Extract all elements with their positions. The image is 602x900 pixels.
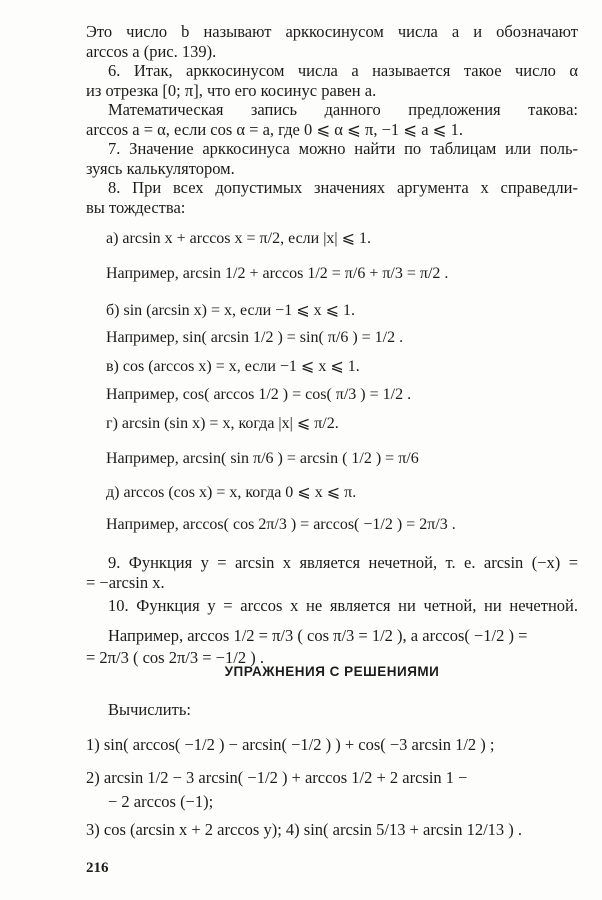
identity-c: в) cos (arccos x) = x, если −1 ⩽ x ⩽ 1.	[106, 358, 360, 375]
example-e: Например, arccos( cos 2π/3 ) = arccos( −1/2 ) = 2π/3 .	[106, 516, 456, 533]
text-line: из отрезка [0; π], что его косинус равен a.	[86, 81, 377, 100]
example-10: Например, arccos 1/2 = π/3 ( cos π/3 = 1/2 ), а arccos( −1/2 ) =	[108, 626, 528, 645]
text-line: = −arcsin x.	[86, 573, 165, 592]
section-heading: УПРАЖНЕНИЯ С РЕШЕНИЯМИ	[224, 664, 440, 679]
task-label: Вычислить:	[108, 700, 191, 719]
example-d: Например, arcsin( sin π/6 ) = arcsin ( 1/2 ) = π/6	[106, 450, 419, 467]
text-line: 6. Итак, арккосинусом числа a называется такое число α	[108, 61, 578, 80]
exercise-2: 2) arcsin 1/2 − 3 arcsin( −1/2 ) + arccos 1/2 + 2 arcsin 1 −	[86, 768, 468, 787]
text-line: Это число b называют арккосинусом числа a и обозначают	[86, 22, 578, 41]
identity-a: а) arcsin x + arccos x = π/2, если |x| ⩽ 1.	[106, 230, 372, 247]
text-line: arccos a (рис. 139).	[86, 42, 217, 61]
identity-b: б) sin (arcsin x) = x, если −1 ⩽ x ⩽ 1.	[106, 302, 356, 319]
text-line: вы тождества:	[86, 198, 186, 217]
example-10-cont: = 2π/3 ( cos 2π/3 = −1/2 ) .	[86, 648, 264, 667]
exercise-2-cont: − 2 arccos (−1);	[108, 792, 214, 811]
example-a: Например, arcsin 1/2 + arccos 1/2 = π/6 + π/3 = π/2 .	[106, 265, 449, 282]
exercise-1: 1) sin( arccos( −1/2 ) − arcsin( −1/2 ) ) + cos( −3 arcsin 1/2 ) ;	[86, 735, 495, 754]
text-line: 7. Значение арккосинуса можно найти по таблицам или поль-	[108, 139, 578, 158]
text-line: arccos a = α, если cos α = a, где 0 ⩽ α ⩽ π, −1 ⩽ a ⩽ 1.	[86, 120, 463, 139]
identity-d: г) arcsin (sin x) = x, когда |x| ⩽ π/2.	[106, 415, 339, 432]
example-b: Например, sin( arcsin 1/2 ) = sin( π/6 ) = 1/2 .	[106, 329, 404, 346]
example-c: Например, cos( arccos 1/2 ) = cos( π/3 ) = 1/2 .	[106, 386, 412, 403]
page-number: 216	[86, 860, 109, 876]
text-line: 10. Функция y = arccos x не является ни четной, ни нечетной.	[108, 596, 578, 615]
text-line: Математическая запись данного предложения таковa:	[108, 100, 578, 119]
identity-e: д) arccos (cos x) = x, когда 0 ⩽ x ⩽ π.	[106, 484, 357, 501]
exercise-3-4: 3) cos (arcsin x + 2 arccos y); 4) sin( arcsin 5/13 + arcsin 12/13 ) .	[86, 820, 523, 839]
text-line: 9. Функция y = arcsin x является нечетной, т. е. arcsin (−x) =	[108, 553, 578, 572]
text-line: зуясь калькулятором.	[86, 159, 235, 178]
text-line: 8. При всех допустимых значениях аргумента x справедли-	[108, 178, 578, 197]
